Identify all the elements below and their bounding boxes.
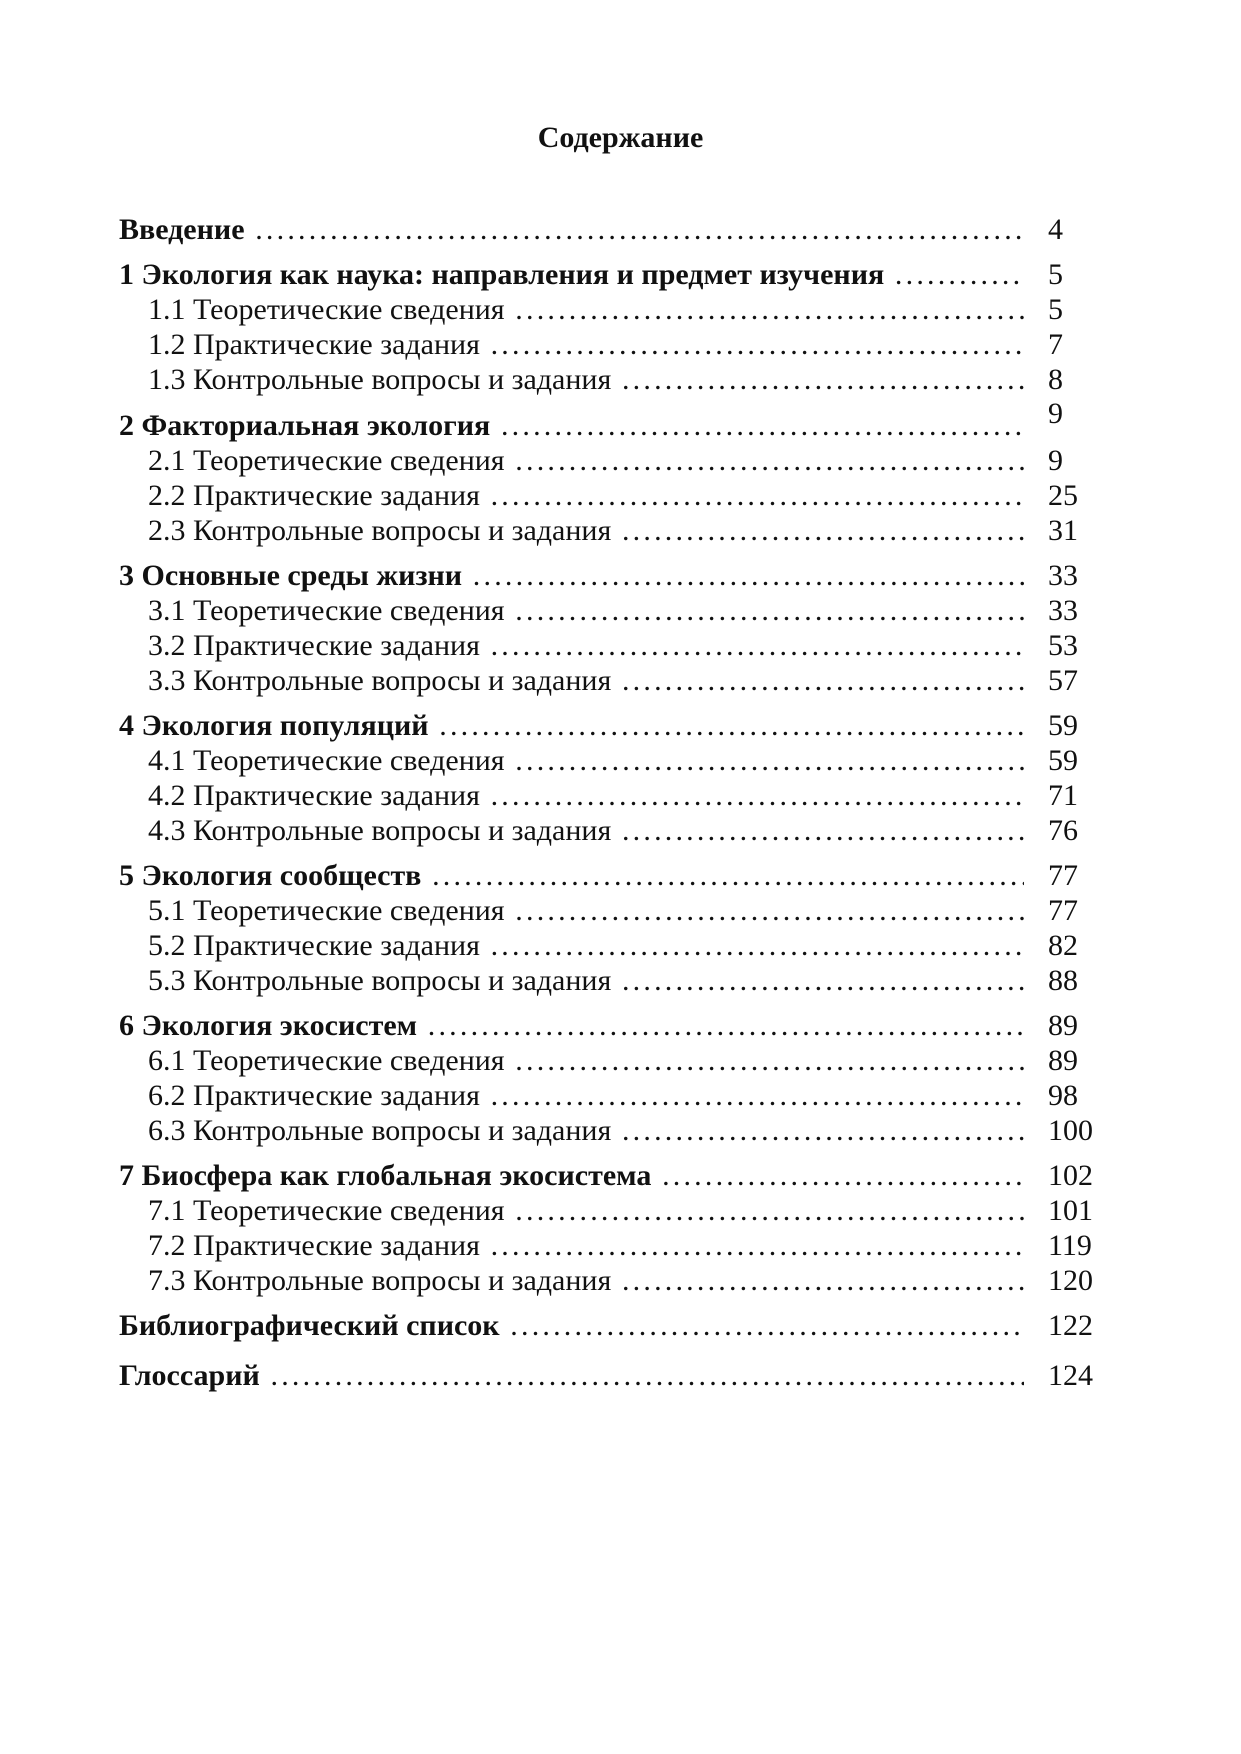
- toc-entry-label: Библиографический список .....: [119, 1306, 1024, 1346]
- toc-entry-page: 82: [1048, 929, 1078, 962]
- toc-entry-label: 4.2 Практические задания .....: [148, 776, 1024, 816]
- toc-entry-page: 33: [1048, 594, 1078, 627]
- toc-entry-label: 7.3 Контрольные вопросы и задания .....: [148, 1261, 1024, 1301]
- toc-entry-page: 88: [1048, 964, 1078, 997]
- toc-entry-label: 5 Экология сообществ .....: [119, 856, 1024, 896]
- toc-entry-label: 2.1 Теоретические сведения .....: [148, 441, 1024, 481]
- toc-entry-label: 3.2 Практические задания .....: [148, 626, 1024, 666]
- toc-entry-page: 89: [1048, 1009, 1078, 1042]
- toc-entry-label: 5.1 Теоретические сведения .....: [148, 891, 1024, 931]
- toc-entry-label: 4 Экология популяций .....: [119, 706, 1024, 746]
- toc-entry-page: 53: [1048, 629, 1078, 662]
- toc-entry-label: 5.3 Контрольные вопросы и задания .....: [148, 961, 1024, 1001]
- toc-entry-label: 7 Биосфера как глобальная экосистема .....: [119, 1156, 1024, 1196]
- toc-entry-label: 2.3 Контрольные вопросы и задания .....: [148, 511, 1024, 551]
- toc-entry-label: 4.3 Контрольные вопросы и задания .....: [148, 811, 1024, 851]
- toc-entry-page: 7: [1048, 328, 1063, 361]
- toc-entry-label: 7.2 Практические задания .....: [148, 1226, 1024, 1266]
- toc-entry-page: 102: [1048, 1159, 1093, 1192]
- toc-entry-page: 8: [1048, 363, 1063, 396]
- toc-entry-label: Глоссарий .....: [119, 1356, 1024, 1396]
- toc-entry-label: 2 Факториальная экология .....: [119, 406, 1024, 446]
- toc-entry-label: Введение .....: [119, 210, 1024, 250]
- toc-entry-page: 98: [1048, 1079, 1078, 1112]
- toc-entry-label: 3.1 Теоретические сведения .....: [148, 591, 1024, 631]
- toc-entry-page: 122: [1048, 1309, 1093, 1342]
- toc-entry-label: 1 Экология как наука: направления и предмет изучения .....: [119, 255, 1024, 295]
- toc-entry-label: 3.3 Контрольные вопросы и задания .....: [148, 661, 1024, 701]
- toc-entry-label: 6 Экология экосистем .....: [119, 1006, 1024, 1046]
- toc-entry-page: 4: [1048, 213, 1063, 246]
- toc-entry-label: 5.2 Практические задания .....: [148, 926, 1024, 966]
- page-title: Содержание: [537, 121, 704, 154]
- toc-entry-label: 1.1 Теоретические сведения .....: [148, 290, 1024, 330]
- toc-entry-page: 33: [1048, 559, 1078, 592]
- toc-entry-page: 124: [1048, 1359, 1093, 1392]
- toc-entry-label: 7.1 Теоретические сведения .....: [148, 1191, 1024, 1231]
- toc-entry-page: 59: [1048, 744, 1078, 777]
- toc-entry-page: 119: [1048, 1229, 1092, 1262]
- toc-entry-page: 120: [1048, 1264, 1093, 1297]
- toc-entry-label: 1.2 Практические задания .....: [148, 325, 1024, 365]
- toc-entry-page: 101: [1048, 1194, 1093, 1227]
- toc-entry-page: 59: [1048, 709, 1078, 742]
- toc-entry-page: 5: [1048, 293, 1063, 326]
- toc-entry-page: 76: [1048, 814, 1078, 847]
- toc-entry-label: 4.1 Теоретические сведения .....: [148, 741, 1024, 781]
- toc-entry-page: 77: [1048, 859, 1078, 892]
- toc-entry-page: 25: [1048, 479, 1078, 512]
- toc-entry-page: 57: [1048, 664, 1078, 697]
- toc-entry-label: 3 Основные среды жизни .....: [119, 556, 1024, 596]
- toc-entry-page: 9: [1048, 444, 1063, 477]
- toc-entry-page: 100: [1048, 1114, 1093, 1147]
- toc-entry-page: 71: [1048, 779, 1078, 812]
- toc-entry-page: 5: [1048, 258, 1063, 291]
- toc-entry-label: 2.2 Практические задания .....: [148, 476, 1024, 516]
- toc-entry-label: 6.1 Теоретические сведения .....: [148, 1041, 1024, 1081]
- toc-entry-page: 9: [1048, 397, 1063, 430]
- toc-entry-page: 77: [1048, 894, 1078, 927]
- table-of-contents: [0, 210, 1241, 1530]
- toc-entry-label: 6.2 Практические задания .....: [148, 1076, 1024, 1116]
- toc-entry-page: 31: [1048, 514, 1078, 547]
- toc-entry-label: 1.3 Контрольные вопросы и задания .....: [148, 360, 1024, 400]
- toc-entry-page: 89: [1048, 1044, 1078, 1077]
- toc-entry-label: 6.3 Контрольные вопросы и задания .....: [148, 1111, 1024, 1151]
